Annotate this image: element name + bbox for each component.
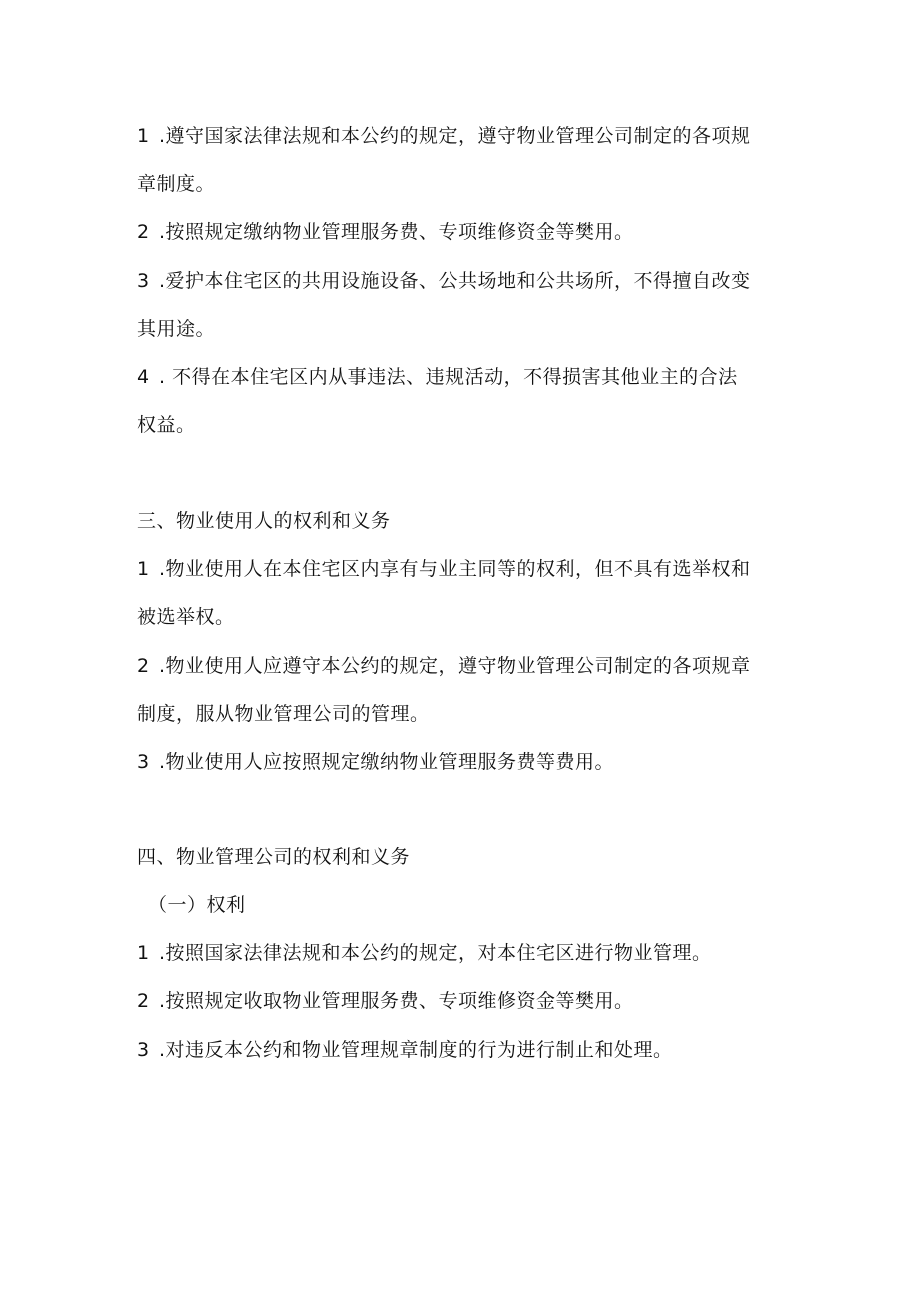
item-text: .按照规定收取物业管理服务费、专项维修资金等樊用。 xyxy=(159,990,634,1012)
item-number: 2 xyxy=(137,990,150,1012)
item-number: 1 xyxy=(137,942,150,964)
item-number: 3 xyxy=(137,751,150,773)
item-text: .按照规定缴纳物业管理服务费、专项维修资金等樊用。 xyxy=(159,221,634,243)
list-item-line xyxy=(137,749,614,775)
list-item-line xyxy=(137,653,751,679)
item-text: .物业使用人应按照规定缴纳物业管理服务费等费用。 xyxy=(159,751,615,773)
item-number: 3 xyxy=(137,270,150,292)
item-number: 1 xyxy=(137,558,150,580)
list-item-continuation: 制度，服从物业管理公司的管理。 xyxy=(137,703,430,725)
item-text: .按照国家法律法规和本公约的规定，对本住宅区进行物业管理。 xyxy=(159,942,712,964)
item-text: .物业使用人应遵守本公约的规定，遵守物业管理公司制定的各项规章 xyxy=(159,655,751,677)
list-item-line xyxy=(137,219,634,245)
item-text: . 不得在本住宅区内从事违法、违规活动，不得损害其他业主的合法 xyxy=(159,366,738,388)
list-item-line xyxy=(137,988,634,1014)
list-item-line xyxy=(137,940,712,966)
list-item-line xyxy=(137,556,751,582)
list-item-line xyxy=(137,268,751,294)
item-number: 2 xyxy=(137,655,150,677)
list-item-line xyxy=(137,1037,673,1063)
list-item-continuation: 章制度。 xyxy=(137,173,216,195)
list-item-continuation: 其用途。 xyxy=(137,318,216,340)
item-text: .遵守国家法律法规和本公约的规定，遵守物业管理公司制定的各项规 xyxy=(159,125,751,147)
item-number: 4 xyxy=(137,366,150,388)
item-number: 3 xyxy=(137,1039,150,1061)
section-heading: 四、物业管理公司的权利和义务 xyxy=(137,846,411,868)
section-heading: 三、物业使用人的权利和义务 xyxy=(137,510,391,532)
subsection-heading: （一）权利 xyxy=(148,894,246,916)
list-item-line xyxy=(137,123,751,149)
item-text: .爱护本住宅区的共用设施设备、公共场地和公共场所，不得擅自改变 xyxy=(159,270,751,292)
list-item-continuation: 被选举权。 xyxy=(137,606,235,628)
list-item-line xyxy=(137,364,738,390)
list-item-continuation: 权益。 xyxy=(137,414,196,436)
item-text: .物业使用人在本住宅区内享有与业主同等的权利，但不具有选举权和 xyxy=(159,558,751,580)
item-number: 2 xyxy=(137,221,150,243)
item-number: 1 xyxy=(137,125,150,147)
item-text: .对违反本公约和物业管理规章制度的行为进行制止和处理。 xyxy=(159,1039,673,1061)
